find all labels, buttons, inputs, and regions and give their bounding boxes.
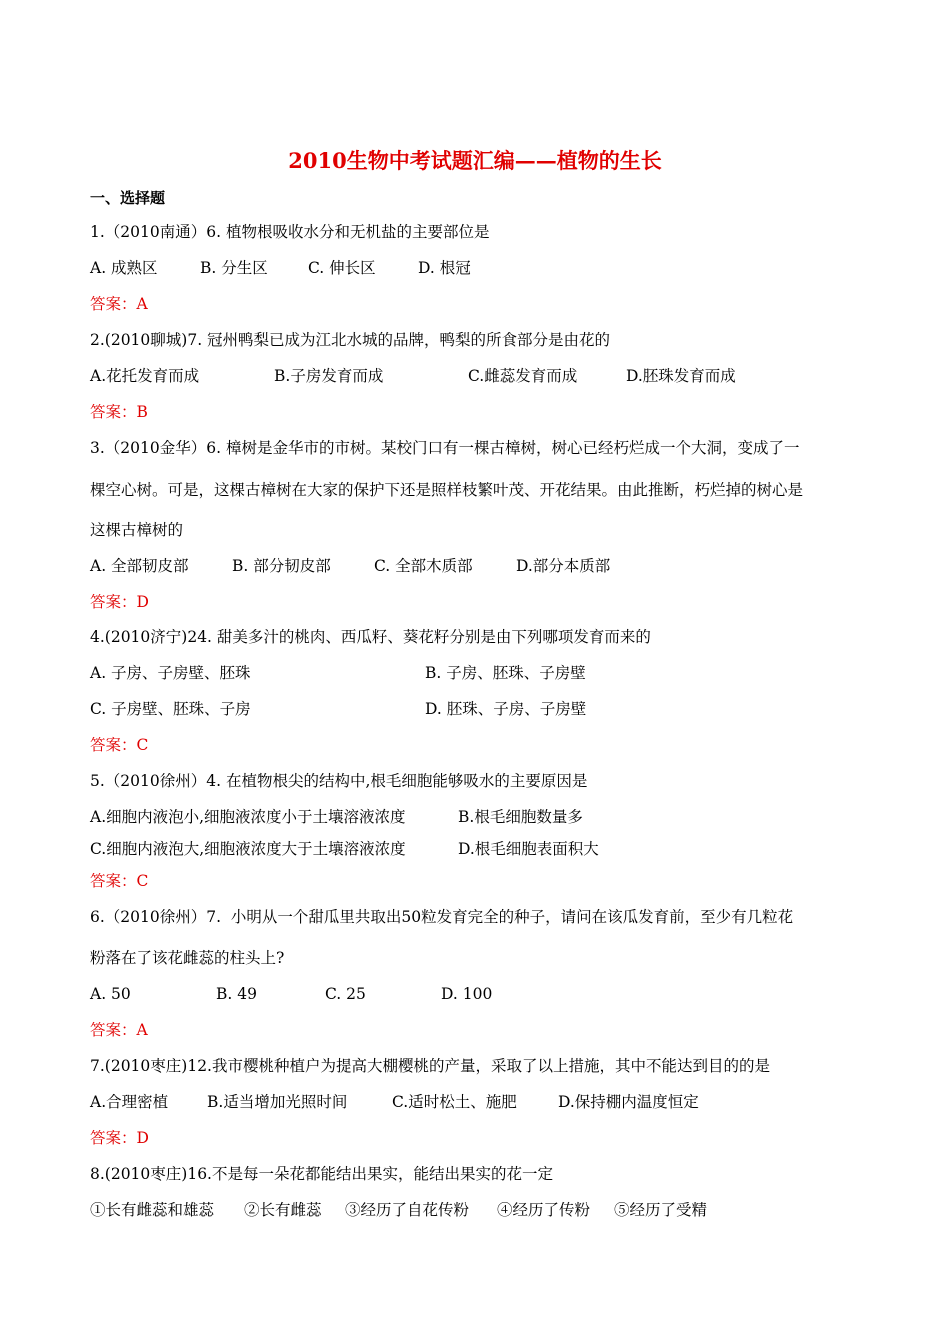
q8-item-2: ②长有雌蕊 [244, 1201, 322, 1219]
q1-option-d: D. 根冠 [418, 259, 471, 277]
q5-option-b: B.根毛细胞数量多 [458, 808, 583, 826]
q6-answer: 答案：A [90, 1021, 148, 1039]
q5-option-d: D.根毛细胞表面积大 [458, 840, 599, 858]
question-8-stem: 8.(2010枣庄)16.不是每一朵花都能结出果实，能结出果实的花一定 [90, 1165, 553, 1183]
q8-item-5: ⑤经历了受精 [614, 1201, 708, 1219]
q2-option-b: B.子房发育而成 [274, 367, 384, 385]
q3-option-d: D.部分本质部 [516, 557, 611, 575]
q7-option-a: A.合理密植 [90, 1093, 169, 1111]
q5-answer: 答案：C [90, 872, 149, 890]
q4-option-a: A. 子房、子房壁、胚珠 [90, 664, 251, 682]
q2-option-c: C.雌蕊发育而成 [468, 367, 578, 385]
q7-option-b: B.适当增加光照时间 [207, 1093, 348, 1111]
q7-option-d: D.保持棚内温度恒定 [558, 1093, 699, 1111]
q5-option-a: A.细胞内液泡小,细胞液浓度小于土壤溶液浓度 [90, 808, 406, 826]
q4-option-b: B. 子房、胚珠、子房壁 [425, 664, 586, 682]
q4-option-c: C. 子房壁、胚珠、子房 [90, 700, 251, 718]
q1-answer: 答案：A [90, 295, 148, 313]
q6-option-b: B. 49 [216, 985, 257, 1003]
q4-answer: 答案：C [90, 736, 149, 754]
q4-option-d: D. 胚珠、子房、子房壁 [425, 700, 587, 718]
question-6-stem-line-2: 粉落在了该花雌蕊的柱头上? [90, 949, 285, 967]
question-7-stem: 7.(2010枣庄)12.我市樱桃种植户为提高大棚樱桃的产量，采取了以上措施，其中不能达到目的的是 [90, 1057, 770, 1075]
question-3-stem-line-2: 棵空心树。可是，这棵古樟树在大家的保护下还是照样枝繁叶茂、开花结果。由此推断，朽烂掉的树心是 [90, 481, 804, 499]
q3-option-b: B. 部分韧皮部 [232, 557, 331, 575]
q7-option-c: C.适时松土、施肥 [392, 1093, 517, 1111]
question-5-stem: 5.（2010徐州）4. 在植物根尖的结构中,根毛细胞能够吸水的主要原因是 [90, 772, 588, 790]
q2-answer: 答案：B [90, 403, 148, 421]
q7-answer: 答案：D [90, 1129, 149, 1147]
q6-option-a: A. 50 [90, 985, 131, 1003]
question-3-stem-line-1: 3.（2010金华）6. 樟树是金华市的市树。某校门口有一棵古樟树，树心已经朽烂成一个大洞，变成了一 [90, 439, 800, 457]
question-1-stem: 1.（2010南通）6. 植物根吸收水分和无机盐的主要部位是 [90, 223, 490, 241]
q3-answer: 答案：D [90, 593, 149, 611]
question-6-stem-line-1: 6.（2010徐州）7. 小明从一个甜瓜里共取出50粒发育完全的种子，请问在该瓜发育前，至少有几粒花 [90, 908, 794, 926]
q8-item-1: ①长有雌蕊和雄蕊 [90, 1201, 215, 1219]
q1-option-a: A. 成熟区 [90, 259, 158, 277]
q3-option-c: C. 全部木质部 [374, 557, 473, 575]
q2-option-d: D.胚珠发育而成 [626, 367, 736, 385]
q8-item-4: ④经历了传粉 [497, 1201, 591, 1219]
q1-option-c: C. 伸长区 [308, 259, 376, 277]
q2-option-a: A.花托发育而成 [90, 367, 200, 385]
q6-option-d: D. 100 [441, 985, 493, 1003]
section-heading: 一、选择题 [90, 189, 166, 207]
question-2-stem: 2.(2010聊城)7. 冠州鸭梨已成为江北水城的品牌，鸭梨的所食部分是由花的 [90, 331, 611, 349]
question-4-stem: 4.(2010济宁)24. 甜美多汁的桃肉、西瓜籽、葵花籽分别是由下列哪项发育而来的 [90, 628, 651, 646]
q8-item-3: ③经历了自花传粉 [345, 1201, 470, 1219]
q1-option-b: B. 分生区 [200, 259, 268, 277]
q6-option-c: C. 25 [325, 985, 366, 1003]
q3-option-a: A. 全部韧皮部 [90, 557, 189, 575]
q5-option-c: C.细胞内液泡大,细胞液浓度大于土壤溶液浓度 [90, 840, 406, 858]
question-3-stem-line-3: 这棵古樟树的 [90, 521, 184, 539]
page-title: 2010生物中考试题汇编——植物的生长 [288, 148, 662, 173]
